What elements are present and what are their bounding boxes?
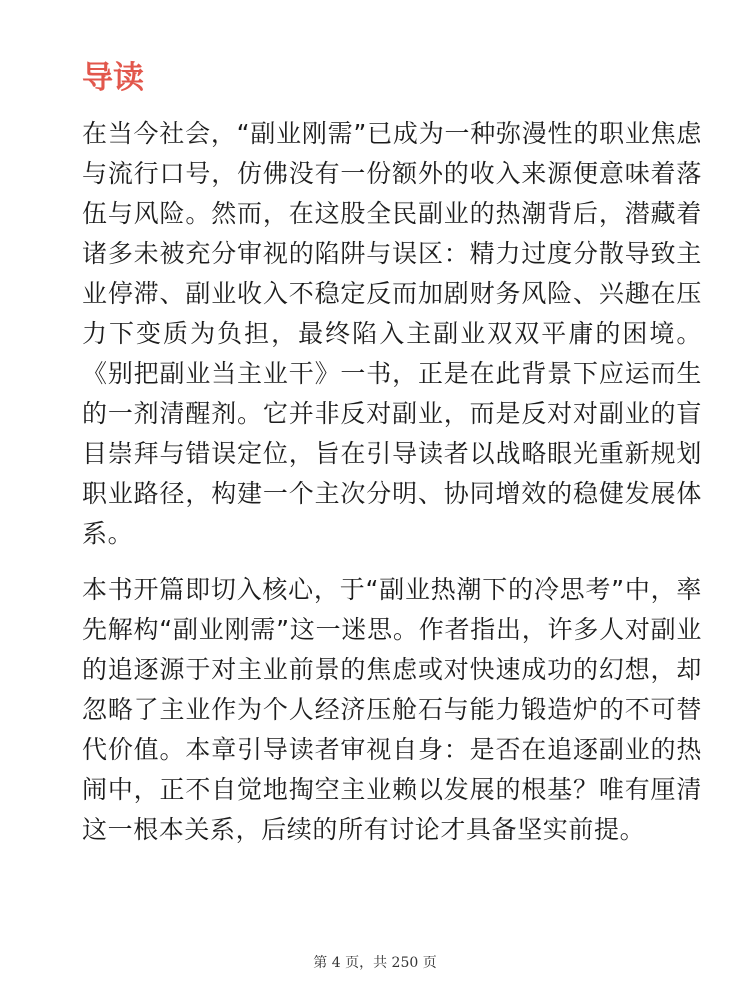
page-number-footer: 第 4 页，共 250 页 (313, 955, 437, 971)
section-heading: 导读 (82, 60, 144, 96)
body-paragraph-2: 本书开篇即切入核心，于“副业热潮下的冷思考”中，率先解构“副业刚需”这一迷思。作者指出，许多人对副业的追逐源于对主业前景的焦虑或对快速成功的幻想，却忽略了主业作为个人经济压舱石与能力锻造炉的不可替代价值。本章引导读者审视自身：是否在追逐副业的热闹中，正不自觉地掏空主业赖以发展的根基？唯有厘清这一根本关系，后续的所有讨论才具备坚实前提。 (82, 575, 702, 844)
document-page (82, 56, 702, 850)
body-paragraph-1: 在当今社会，“副业刚需”已成为一种弥漫性的职业焦虑与流行口号，仿佛没有一份额外的收入来源便意味着落伍与风险。然而，在这股全民副业的热潮背后，潜藏着诸多未被充分审视的陷阱与误区：精力过度分散导致主业停滞、副业收入不稳定反而加剧财务风险、兴趣在压力下变质为负担，最终陷入主副业双双平庸的困境。《别把副业当主业干》一书，正是在此背景下应运而生的一剂清醒剂。它并非反对副业，而是反对对副业的盲目崇拜与错误定位，旨在引导读者以战略眼光重新规划职业路径，构建一个主次分明、协同增效的稳健发展体系。 (82, 119, 702, 548)
